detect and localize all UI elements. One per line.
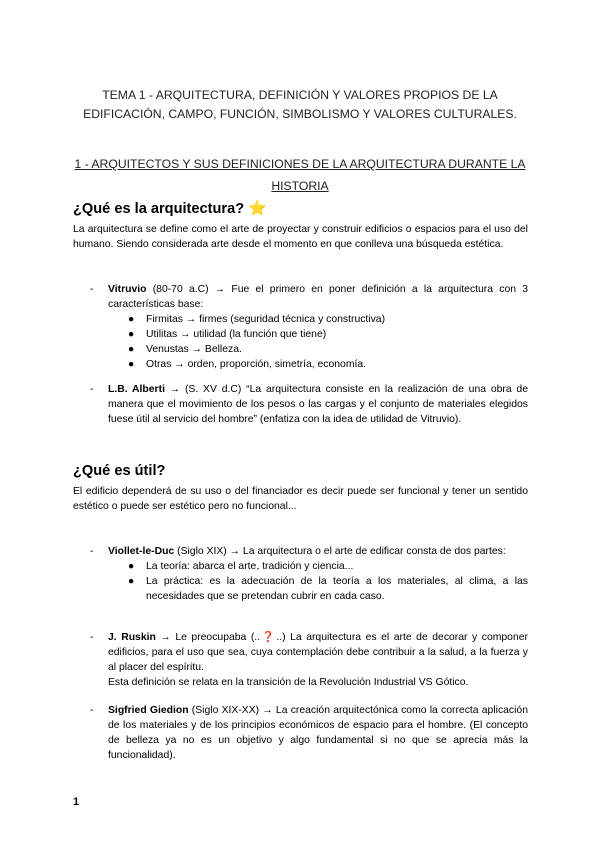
bullet-dot: ●: [128, 576, 135, 587]
title-line-2: EDIFICACIÓN, CAMPO, FUNCIÓN, SIMBOLISMO Y VALORES CULTURALES.: [83, 106, 517, 121]
bullet-text: Venustas → Belleza.: [146, 344, 242, 355]
document-title: [70, 86, 530, 123]
bullet-text: Utilitas → utilidad (la función que tiene): [146, 329, 327, 340]
bullet-dot: ●: [128, 561, 135, 572]
author-text: (Siglo XIX-XX) → La creación arquitectónica como la correcta aplicación de los materiales y de los principios económicos de espacio para el hombre. (El concepto de belleza ya no es un objetivo y algo fundamental si no que se aprecia más la funcionalidad).: [108, 705, 528, 761]
dash-marker: -: [90, 705, 94, 716]
bullet-dot: ●: [128, 359, 135, 370]
author-text: (Siglo XIX) → La arquitectura o el arte de edificar consta de dos partes:: [174, 546, 506, 557]
ruskin-note: Esta definición se relata en la transición de la Revolución Industrial VS Gótico.: [108, 677, 469, 688]
bullet-text: La teoría: abarca el arte, tradición y ciencia...: [146, 561, 354, 572]
bullet-item: [128, 312, 528, 327]
dash-marker: -: [90, 284, 94, 295]
author-text: (80-70 a.C) → Fue el primero en poner definición a la arquitectura con 3 características base:: [108, 284, 528, 310]
bullet-item: [128, 342, 528, 357]
heading-que-es-arquitectura: [73, 200, 267, 218]
heading-text: ¿Qué es la arquitectura?: [73, 201, 245, 217]
dash-marker: -: [90, 384, 94, 395]
dash-marker: -: [90, 632, 94, 643]
subtitle-line-2: HISTORIA: [271, 178, 329, 193]
question-mark-icon: ❓: [260, 632, 277, 643]
list-item-alberti: [90, 382, 528, 427]
author-name: J. Ruskin: [108, 632, 156, 643]
author-name: Sigfried Giedion: [108, 705, 189, 716]
list-item-viollet: [90, 544, 528, 604]
author-text: → (S. XV d.C) “La arquitectura consiste en la realización de una obra de manera que el movimiento de los pesos o las cargas y el conjunto de materiales elegidos fuese útil al servicio del hombre” (enfatiza con la idea de utilidad de Vitruvio).: [108, 384, 528, 425]
bullet-text: La práctica: es la adecuación de la teoría a los materiales, al clima, a las necesidades que se pretendan cubrir en cada caso.: [146, 576, 528, 602]
bullet-dot: ●: [128, 329, 135, 340]
bullet-item: [128, 574, 528, 604]
bullet-item: [128, 327, 528, 342]
list-item-vitruvio: [90, 282, 528, 372]
title-line-1: TEMA 1 - ARQUITECTURA, DEFINICIÓN Y VALORES PROPIOS DE LA: [102, 88, 498, 102]
list-item-giedion: [90, 703, 528, 763]
section-subtitle: [70, 154, 530, 197]
bullet-dot: ●: [128, 344, 135, 355]
bullet-text: Firmitas → firmes (seguridad técnica y constructiva): [146, 314, 386, 325]
author-name: Viollet-le-Duc: [108, 546, 175, 557]
util-paragraph: El edificio dependerá de su uso o del financiador es decir puede ser funcional y tener un sentido estético o puede ser estético pero no funcional...: [73, 486, 528, 512]
author-name: L.B. Alberti: [108, 384, 165, 395]
author-name: Vitruvio: [108, 284, 147, 295]
author-text-after: ..) La arquitectura es el arte de decorar y componer edificios, para el uso que sea, cuya contemplación debe contribuir a la salud, a la fuerza y al placer del espíritu.: [108, 632, 528, 673]
heading-que-es-util: ¿Qué es útil?: [73, 463, 166, 479]
viollet-bullets: [128, 559, 528, 604]
bullet-item: [128, 559, 528, 574]
bullet-dot: ●: [128, 314, 135, 325]
vitruvio-bullets: [128, 312, 528, 372]
star-icon: ⭐: [248, 200, 267, 217]
bullet-text: Otras → orden, proporción, simetría, economía.: [146, 359, 367, 370]
list-item-ruskin: [90, 630, 528, 690]
author-text-before: → Le preocupaba (..: [155, 632, 261, 643]
subtitle-line-1: 1 - ARQUITECTOS Y SUS DEFINICIONES DE LA ARQUITECTURA DURANTE LA: [74, 157, 526, 171]
bullet-item: [128, 357, 528, 372]
page-number: 1: [73, 796, 80, 808]
dash-marker: -: [90, 546, 94, 557]
intro-paragraph: La arquitectura se define como el arte de proyectar y construir edificios o espacios para el uso del humano. Siendo considerada arte desde el momento en que conlleva una búsqueda estética.: [73, 224, 528, 250]
